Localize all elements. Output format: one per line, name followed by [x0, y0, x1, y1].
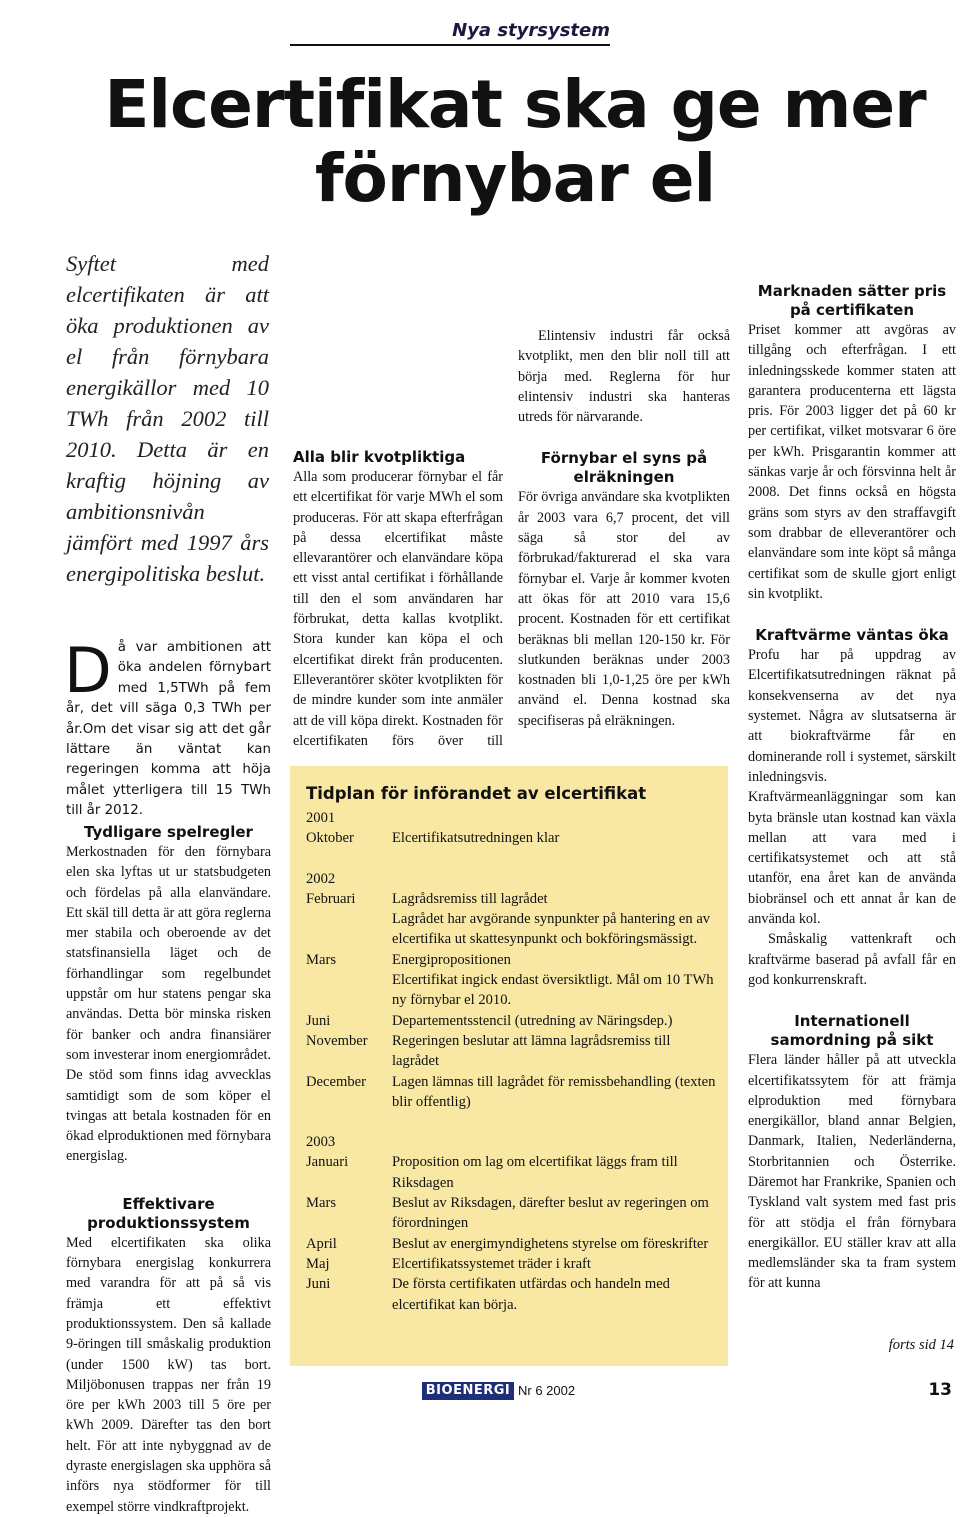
section-heading: Effektivare produktionssystem: [87, 1194, 250, 1232]
timeline-year: 2001: [306, 810, 336, 826]
timeline-row: [306, 909, 716, 950]
timeline-row: [306, 1011, 716, 1031]
timeline-event: Elcertifikatsutredningen klar: [392, 830, 560, 847]
timeline-row: [306, 1254, 716, 1274]
timeline-list: [306, 808, 716, 1315]
timeline-row: [306, 950, 716, 970]
publication-logo: BIOENERGI: [422, 1382, 514, 1400]
timeline-date: April: [306, 1235, 337, 1252]
timeline-date: December: [306, 1073, 366, 1090]
timeline-row: [306, 1072, 716, 1113]
timeline-date: Maj: [306, 1255, 330, 1272]
kicker-rule: [290, 44, 610, 46]
section-heading: Marknaden sätter pris på certifikaten: [757, 282, 947, 319]
timeline-event: Lagrådet har avgörande synpunkter på hantering en av elcertifika ut skattesynpunkt och bokföringsmässigt.: [392, 911, 711, 948]
timeline-box: [290, 766, 728, 1366]
timeline-row: [306, 1274, 716, 1315]
kicker-label: Nya styrsystem: [452, 20, 610, 41]
section-heading: Kraftvärme väntas öka: [755, 626, 949, 645]
timeline-date: [306, 970, 392, 1011]
page-number: 13: [928, 1380, 952, 1400]
page-footer: [0, 1382, 960, 1404]
section-kicker: [0, 0, 960, 44]
timeline-event: Departementsstencil (utredning av Näringsdep.): [392, 1012, 673, 1029]
section-body: Alla som producerar förnybar el får ett elcertifikat för varje MWh el som produceras. För att skapa efterfrågan på dessa elcertifikat måste ellevarantörer och elanvändare köpa ett visst antal certifikat i förhållande till den el som användaren har förbrukat, detta kallas kvotplikt. Stora kunder kan köpa el och elcertifikat direkt från producenten. Elleverantörer sköter kvotplikten för de mindre kunder som inte anmäler att de vill köpa direkt. Kostnaden för elcertifikaten förs över till: [293, 469, 503, 748]
timeline-row: [306, 970, 716, 1011]
timeline-event: Beslut av energimyndighetens styrelse om föreskrifter: [392, 1235, 709, 1252]
lead-paragraph: Syftet med elcertifikaten är att öka produktionen av el från förnybara energikällor med 10 TWh från 2002 till 2010. Detta är en kraftig höjning av ambitionsnivån jämfört med 1997 års energipolitiska beslut.: [66, 251, 269, 586]
timeline-event: Regeringen beslutar att lämna lagrådsremiss till lagrådet: [392, 1032, 671, 1070]
section-heading: Förnybar el syns på elräkningen: [540, 449, 708, 487]
timeline-year: 2003: [306, 1134, 336, 1151]
timeline-row: [306, 889, 716, 909]
section-body: Småskalig vattenkraft och kraftvärme baserad på avfall får en god konkurrenskraft.: [748, 931, 956, 988]
timeline-row: [306, 1152, 716, 1193]
timeline-event: Elcertifikat ingick endast översiktligt. Mål om 10 TWh ny förnybar el 2010.: [392, 972, 714, 1009]
timeline-row: [306, 1031, 716, 1072]
timeline-event: Energipropositionen: [392, 951, 511, 968]
section-body: Profu har på uppdrag av Elcertifikatsutredningen räknat på konsekvenserna av det nya systemet. Några av slutsatserna är att biokraftvärme får en dominerande roll i systemet, särskilt inledningsvis. Kraftvärmeanläggningar som kan byta bränsle utan kostnad kan växla mellan att vara med i certifikatsystemet och att stå utanför, ena året kan de använda biobränsel och ett annat år kan de använda kol.: [748, 647, 956, 928]
timeline-row: [306, 1193, 716, 1234]
continued-note: forts sid 14: [888, 1337, 954, 1353]
timeline-date: Mars: [306, 951, 336, 968]
timeline-date: Juni: [306, 1276, 331, 1293]
timeline-event: Lagrådsremiss till lagrådet: [392, 890, 548, 907]
section-body: Med elcertifikaten ska olika förnybara energislag konkurrera med varandra för att på så vis främja ett effektivt produktionssystem. Den så kallade 9-öringen till småskalig produktion (under 1500 kW) tas bort. Miljöbonusen trappas ner från 19 öre per kWh 2003 till 5 öre per kWh 2009. Därefter tas den bort helt. För att inte nybyggnad av de dyraste energislagen ska upphöra så införs nya stödformer för till exempel större vindkraftprojekt.: [66, 1234, 271, 1515]
timeline-row: [306, 828, 716, 848]
timeline-date: Februari: [306, 890, 356, 907]
column-2-section: [293, 448, 503, 748]
timeline-event: Proposition om lag om elcertifikat läggs fram till Riksdagen: [392, 1154, 678, 1191]
timeline-row: [306, 1234, 716, 1254]
intro-text: å var ambitionen att öka andelen förnybart med 1,5TWh på fem år, det vill säga 0,3 TWh per år.Om det visar sig att det går lättare än väntat kan regeringen komma att höja målet ytterligera till 15 TWh till år 2012.: [66, 640, 271, 819]
timeline-date: Juni: [306, 1012, 331, 1029]
timeline-event: Elcertifikatssystemet träder i kraft: [392, 1255, 591, 1272]
article-headline: Elcertifikat ska ge mer förnybar el: [104, 66, 926, 217]
timeline-event: De första certifikaten utfärdas och handeln med elcertifikat kan börja.: [392, 1276, 670, 1313]
section-body: Priset kommer att avgöras av tillgång och efterfrågan. I ett inledningsskede kommer staten att garantera producenterna ett lägsta pris. För 2003 ligger det på 60 kr per certifikat, vilket motsvarar 6 öre per kWh. Prisgarantin kommer att sänkas varje år och försvinna helt år 2008. Det finns också en högsta gräns som styrs av den straffavgift som drabbar de elleverantörer och elanvändare som inte köpt så många certifikat som de skulle gjort enligt sin kvotplikt.: [748, 322, 956, 602]
drop-cap: D: [64, 634, 112, 707]
timeline-date: Oktober: [306, 830, 354, 847]
section-body: Elintensiv industri får också kvotplikt, men den blir noll till att börja med. Reglerna för hur elintensiv industri ska hanteras utreds för närvarande.: [518, 328, 730, 426]
timeline-date: November: [306, 1032, 368, 1049]
section-heading: Internationell samordning på sikt: [770, 1012, 934, 1050]
column-4: [748, 282, 956, 1294]
column-1: [66, 823, 271, 1517]
timeline-title: Tidplan för införandet av elcertifikat: [306, 784, 647, 803]
section-heading: Alla blir kvotpliktiga: [293, 448, 466, 466]
section-body: Merkostnaden för den förnybara elen ska lyftas ut ur statsbudgeten och fördelas på alla elanvändare. Ett skäl till detta är att göra reglerna mer stabila och oberoende av det statsfinansiella läget och de förhandlingar som regelbundet uppstår om hur statens pengar ska användas. Detta bör minska risken för banker och andra finansiärer som investerar inom energiområdet. De stöd som finns idag avvecklas samtidigt som de som köper el tvingas att betala kostnaden för en ökad elproduktionen med förnybara energislag.: [66, 844, 271, 1165]
timeline-year: 2002: [306, 870, 336, 887]
issue-number: Nr 6 2002: [518, 1383, 576, 1398]
section-body: För övriga användare ska kvotplikten år 2003 vara 6,7 procent, det vill säga så stor del av förbrukad/fakturerad el ska vara förnybar el. Varje år kommer kvoten att ökas för att 2010 vara 15,6 procent. Kostnaden för ett certifikat beräknas bli mellan 120-150 kr. För slutkunden beräknas under 2003 kostnaden bli 1,0-1,25 öre per kWh använd el. Denna kostnad ska specifiseras på elräkningen.: [518, 489, 730, 729]
timeline-event: Beslut av Riksdagen, därefter beslut av regeringen om förordningen: [392, 1195, 709, 1232]
timeline-event: Lagen lämnas till lagrådet för remissbehandling (texten blir offentlig): [392, 1073, 716, 1110]
timeline-date: [306, 909, 392, 950]
section-heading: Tydligare spelregler: [84, 823, 253, 841]
section-body: Flera länder håller på att utveckla elcertifikatssytem för att främja elproduktion med förnybara energikällor, bland annar Belgien, Danmark, Italien, Nederländerna, Storbritannien och Österrike. Däremot har Frankrike, Spanien och Tyskland valt system med fast pris för att stödja el från förnybara energikällor. EU ställer krav att alla medlemsländer ska ta fram system för att kunna: [748, 1052, 956, 1292]
timeline-date: Mars: [306, 1195, 336, 1212]
column-3: [518, 326, 730, 731]
intro-paragraph: [64, 634, 271, 822]
timeline-date: Januari: [306, 1154, 349, 1171]
